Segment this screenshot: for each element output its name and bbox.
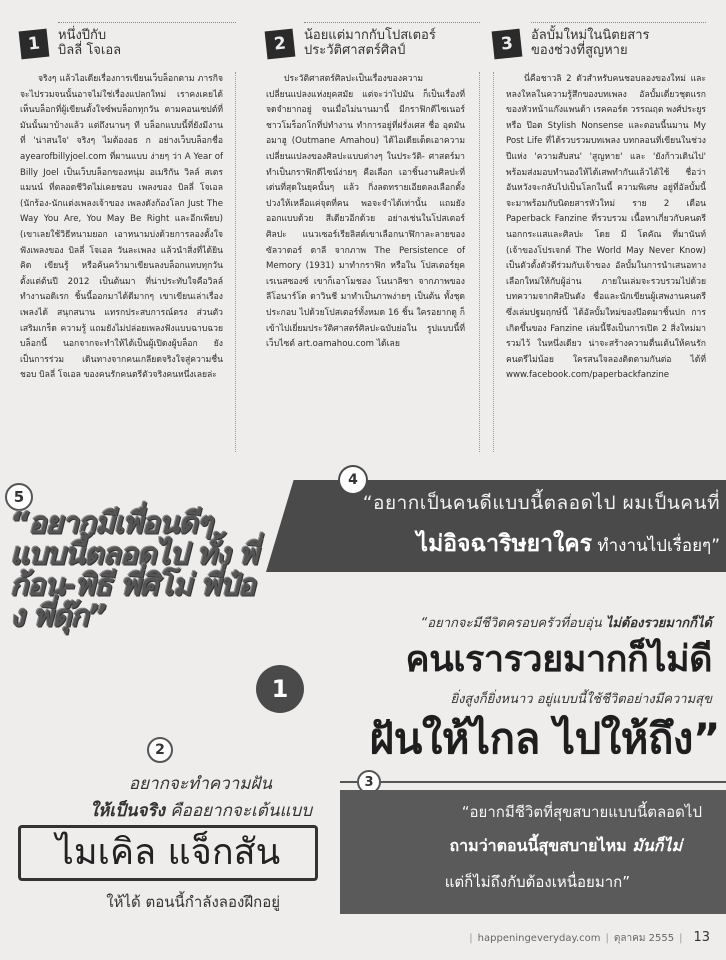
quote-line — [300, 526, 720, 562]
article-column-2 — [266, 28, 480, 452]
quote-number-badge: 3 — [357, 770, 381, 794]
number-badge: 2 — [265, 29, 296, 60]
column-title — [58, 28, 236, 58]
quote-emphasis: ไม่ต้องรวยมากก็ได้ — [605, 616, 712, 631]
quote-emphasis: ไม่อิจฉาริษยาใคร — [416, 531, 592, 557]
column-header — [20, 28, 236, 62]
column-title-line1: หนึ่งปีกับ — [58, 28, 107, 43]
column-title — [304, 28, 480, 58]
quote-line: “อยากเป็นคนดีแบบนี้ตลอดไป ผมเป็นคนที่ — [362, 492, 720, 514]
quote-number-badge: 2 — [147, 737, 173, 763]
number-badge: 3 — [492, 29, 523, 60]
quote-text: คืออยากจะเต้นแบบ — [164, 801, 312, 821]
quote-text: “อยากจะมีชีวิตครอบครัวที่อบอุ่น — [420, 616, 606, 631]
column-title-line2: บิลลี่ โจเอล — [58, 43, 122, 58]
number-badge: 1 — [19, 29, 50, 60]
column-body: นี่คือชาวลิ 2 ตัวสำหรับคนชอบลองของใหม่ และหลงใหลในความรู้สึกของบทเพลง อัลบั้มเดี่ยวชุดแรกของหัวหน้าแก๊งแพนด้า เรคคอร์ด วรรณฤต พงศ์ประยูร หรือ ป๊อด Stylish Nonsense และตอนนี้นมาน My Post Life ที่ได้รวบรวมบทเพลง บทกลอนที่เขียนในช่วงปีแห่ง 'ความสับสน' 'สูญหาย' และ 'ยังก้าวเดินไป' พร้อมส่งมอบทำนองให้ได้เสพทำกันแล้วได้ใช้ ชื่อว่า อันหวังจะกลับไปเป็นโลกในนี้ ความพิเศษ อยู่ที่อัลบั้มนี้จะมาพร้อมกับนิตยสารหัวใหม่ ราย 2 เดือน Paperback Fanzine ที่รวบรวม เนื้อหาเกี่ยวกับคนตรีนอกกระแสและศิลปะ โดย มี โตคัณ ที่มานันท์ (เจ้าของโปรเจกต์ The World May Never Know) เป็นตัวตั้งตัวตีร่วมกับเจ้าของ อัลบั้มในการนำเสนอทางเลือกใหม่ให้กับผู้อ่าน ภายในเล่มจะรวบรวมไปด้วยบทความจากศิลปินดัง ชื่อและนักเขียนผู้เสพงานคนตรี ซึ่งเล่มปฐมฤกษ์นี้ ได้อัลบั้มใหม่ของป๊อดมาชิ้นปก การเกิดขึ้นของ Fanzine เล่มนี้จึงเป็นการเปิด 2 สิ่งใหม่มารวมไว้ ในหนึ่งเดียว น่าจะสร้างความตื่นเต้นให้คนรัก คนตรีไม่น้อย ใครสนใจลองติดตามกันต่อ ได้ที่ www.facebook.com/paperbackfanzine — [493, 72, 706, 452]
quote-number-badge: 1 — [256, 665, 304, 713]
quote-line: แต่ก็ไม่ถึงกับต้องเหนื่อยมาก” — [444, 873, 630, 891]
column-header — [266, 28, 480, 62]
footer-date: ตุลาคม 2555 — [613, 933, 675, 944]
quote-number-badge: 4 — [340, 467, 366, 493]
quote-text: ถามว่าตอนนี้สุขสบายไหม — [449, 836, 633, 855]
article-column-1 — [20, 28, 236, 452]
quote-line: “อยากมีชีวิตที่สุขสบายแบบนี้ตลอดไป — [461, 803, 702, 821]
quote-headline: คนเรารวยมากก็ไม่ดี — [405, 639, 712, 680]
footer-site: happeningeveryday.com — [477, 933, 601, 944]
column-body: จริงๆ แล้วไอเดียเรื่องการเขียนเว็บล็อกตาม ภารกิจจะไปรวมจนนั้นอาจไม่ใช่เรื่องแปลกใหม่ เราคงเคยได้เห็นบล็อกที่ผู้เขียนตั้งใจซ์พบล็อกทุกวัน ตามคอนเซปต์ที่มันนั้นมาบ้างแล้ว แต่ถึงนานๆ ที บล็อกแบบนี้ที่ยังมีงานที่ 'น่าสนใจ' จริงๆ ไมต้องอธ ก อย่างเว็บบล็อกชื่อ ayearofbillyjoel.com ที่ผานแบบ ง่ายๆ ว่า A Year of Billy Joel เป็นเว็บบล็อกของหนุ่ม อเมริกัน วิลล์ สเตรแมนน์ ที่ตลอดชีวิตไม่เคยชอบ เพลงของ บิลลี่ โจเอล (นักร้อง-นักแต่งเพลงเจ้าของ เพลงดังก้องโลก Just The Way You Are, You May Be Right และอีกเพียบ) (เขาเลยใช้วิธีหนามยอก เอาหนามบ่งด้วยการลองตั้งใจฟังเพลงของ บิลลี่ โจเอล วันละเพลง แล้วนำสิ่งที่ได้ยินคิด เขียนรู้ หรือค้นคว้ามาเขียนลงบล็อกแทบทุกวันตั้งแต่ต้นปี 2012 เป็นต้นมา ที่น่าประทับใจคือวิลล์ทำงานอดิเรก ชิ้นนี้ออกมาได้ดีมากๆ เขาเขียนเล่าเรื่องเพลงได้ สนุกสนาน แทรกประสบการณ์ตรง ส่วนตัว เสริมเกร็ด ความรู้ แถมยังไม่ปล่อยเพลงฟังแบบฉาบฉวย บล็อกนี้ นอกจากจะทำให้ได้เป็นผู้เปิดงผู้บล็อก ยังเป็นการร่วม เดินทางจากคนเกลียดจริงใจสู่ความชื่นชอบ บิลลี่ โจเอล ของคนรักคนตรีตัวจริงคนหนึ่งเลยล่ะ — [20, 72, 236, 452]
quote-headline: ฝันให้ไกล ไปให้ถึง” — [369, 714, 720, 763]
quote-emphasis: มันก็ไม่ — [632, 836, 682, 855]
quote-line: อยากจะทำความฝัน — [128, 774, 272, 794]
column-title-line2: ของช่วงที่สูญหาย — [531, 43, 628, 58]
quote-line — [90, 797, 312, 824]
column-title-line1: น้อยแต่มากกับโปสเตอร์ — [304, 28, 436, 43]
column-title-line2: ประวัติศาสตร์ศิลป์ — [304, 43, 406, 58]
quote-block — [0, 770, 332, 940]
column-body: ประวัติศาสตร์ศิลปะเป็นเรื่องของความ เปลี่ยนแปลงแห่งยุคสมัย แต่จะว่าไปมัน ก็เป็นเรื่องที่จดจำยากอยู่ จนเมื่อไม่นานมานี้ มีกราฟิกดีไซเนอร์ชาวโมร็อกโกที่ปทำงาน ทำการอยู่ที่ฝรั่งเศส ชื่อ อุตมัน อมาฮู (Outmane Amahou) ได้ไอเดียเด็ดเอาความ เปลี่ยนแปลงของศิลปะแบบต่างๆ ในประวัติ- ศาสตร์มาทำเป็นกราฟิกดีไซน์ง่ายๆ คือเลือก เอาชิ้นงานศิลปะที่เด่นที่สุดในยุคนั้นๆ แล้ว กิ่งลดทรายเอียดลงเลือกตั้งปวงให้เหลือแค่จุดที่คน พอจะจำได้เท่านั้น แถมยังออกแบบด้วย สีเดียวอีกด้วย อย่างเช่นในโปสเตอร์ศิลปะ แนวเซอร์เรียลิสต์เขาเลือกนาฬิกาละลายของ ซัลวาดอร์ ดาลี จากภาพ The Persistence of Memory (1931) มาทำกราฟิก หรือใน โปสเตอร์ยุคเรเนสซองซ์ เขาก็เอาโมชอง โนนาลิซา จากภาพของ ลีโอนาร์โด ดาวินชี มาทำเป็นภาพง่ายๆ เป็นต้น ทั้งชุดประกอบ ไปด้วยโปสเตอร์ทั้งหมด 16 ชิ้น ใครอยากดู ก็เข้าไปเยี่ยมประวัติศาสตร์ศิลปะฉบับย่อใน รูปแบบนี้ที่เว็บไซต์ art.oamahou.com ได้เลย — [266, 72, 480, 452]
quote-line: ให้ได้ ตอนนี้กำลังลองฝึกอยู่ — [106, 893, 280, 911]
quote-emphasis: ให้เป็นจริง — [89, 801, 165, 821]
page-number: 13 — [693, 930, 710, 945]
column-title — [531, 28, 706, 58]
graffiti-quote: “อยากมีเพื่อนดีๆ แบบนี้ตลอดไป ทั้ง พี่ก้อน-พิธี พี่ศิโม่ พี่ป๋อง พี่ดุ๊ก” — [10, 506, 258, 634]
quote-headline-boxed: ไมเคิล แจ็กสัน — [18, 825, 318, 881]
quote-line: ยิ่งสูงก็ยิ่งหนาว อยู่แบบนี้ใช้ชีวิตอย่างมีความสุข — [450, 692, 712, 707]
article-column-3 — [493, 28, 706, 452]
quote-number-badge: 5 — [5, 483, 33, 511]
column-title-line1: อัลบั้มใหม่ในนิตยสาร — [531, 28, 650, 43]
divider — [340, 781, 726, 783]
column-header — [493, 28, 706, 62]
quote-line — [362, 834, 682, 859]
quote-text: ทำงานไปเรื่อยๆ” — [591, 536, 720, 556]
page-footer: | happeningeveryday.com | ตุลาคม 2555 | 13 — [469, 930, 710, 945]
